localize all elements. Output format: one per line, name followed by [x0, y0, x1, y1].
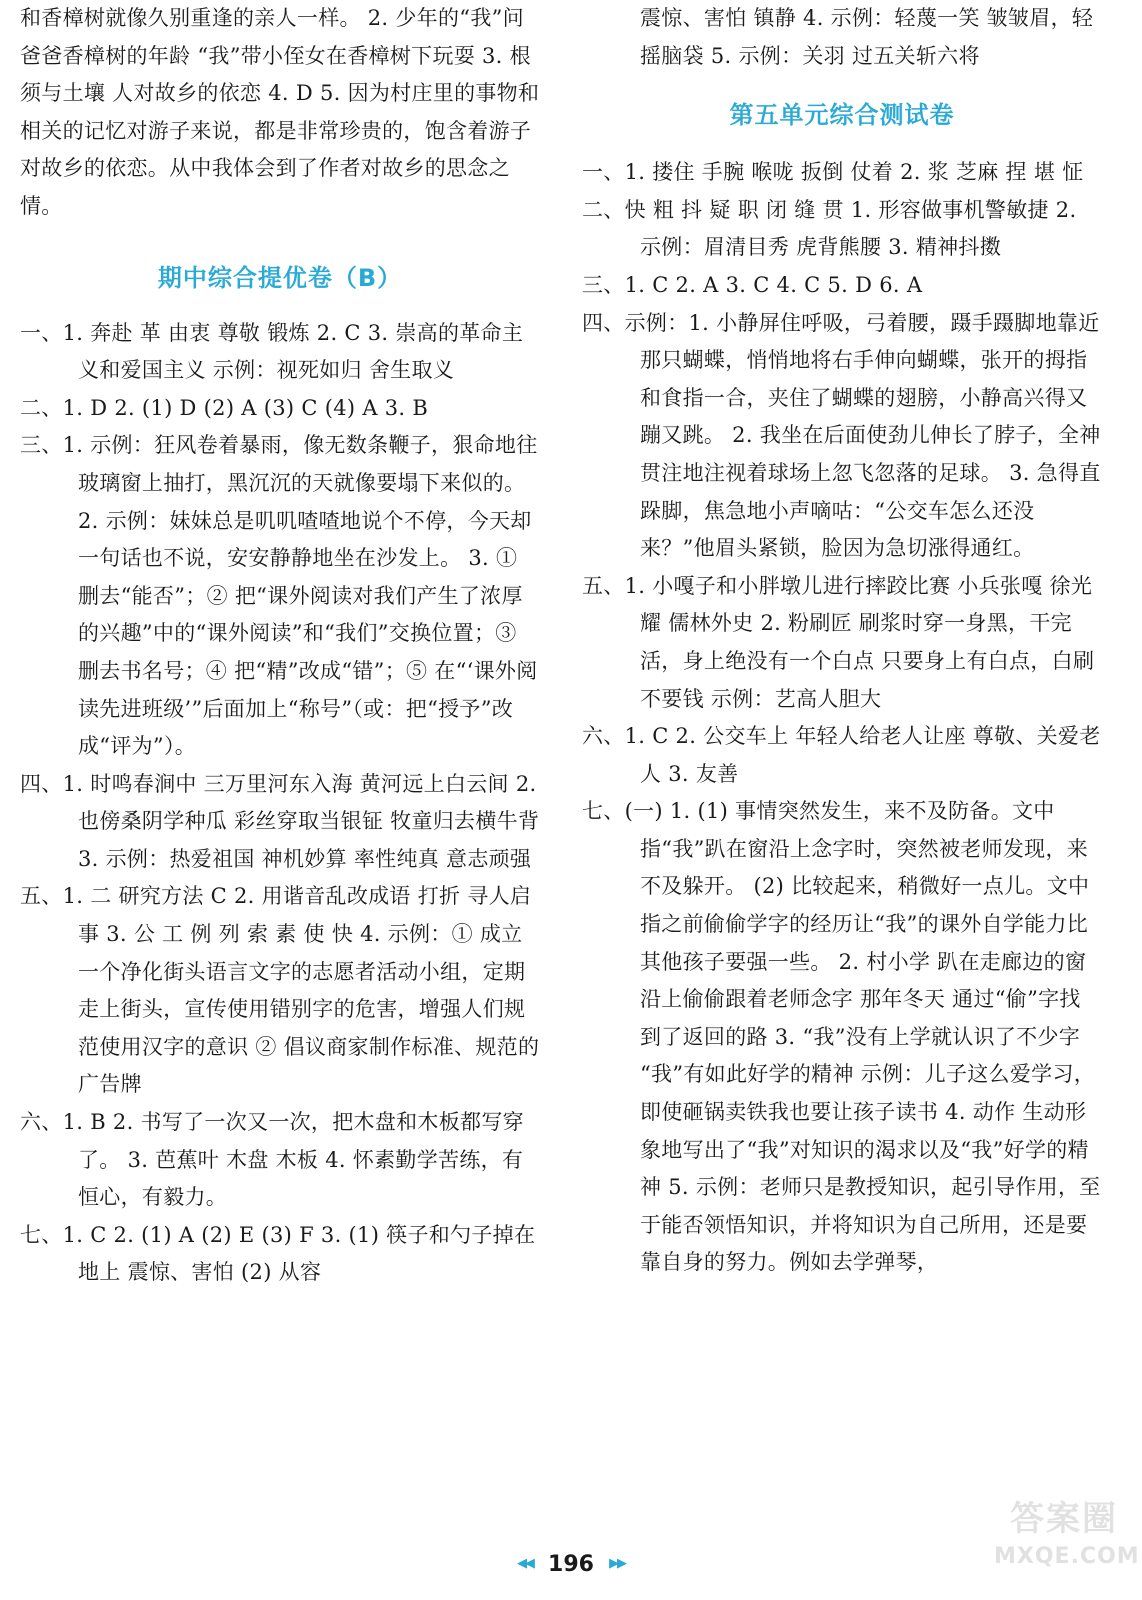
watermark-logo-text: 答案圈 — [1010, 1499, 1118, 1539]
left-section-5: 五、1. 二 研究方法 C 2. 用谐音乱改成语 打折 寻人启事 3. 公 工 例 列 索 素 使 快 4. 示例：① 成立一个净化街头语言文字的志愿者活动小组，定期走上街头，宣传使用错别字的危害，增强人们规范使用汉字的意识 ② 倡议商家制作标准、规范的广告牌 — [20, 884, 540, 1097]
midterm-exam-heading: 期中综合提优卷（B） — [157, 263, 403, 292]
page-footer — [0, 1552, 1142, 1577]
left-section-6: 六、1. B 2. 书写了一次又一次，把木盘和木板都写穿了。 3. 芭蕉叶 木盘 木板 4. 怀素勤学苦练，有恒心，有毅力。 — [20, 1110, 524, 1210]
left-section-7: 七、1. C 2. (1) A (2) E (3) F 3. (1) 筷子和勺子掉在地上 震惊、害怕 (2) 从容 — [20, 1222, 536, 1285]
left-intro-paragraph: 和香樟树就像久别重逢的亲人一样。 2. 少年的“我”问爸爸香樟树的年龄 “我”带小侄女在香樟树下玩耍 3. 根须与土壤 人对故乡的依恋 4. D 5. 因为村庄里的事物和相关的记忆对游子来说，都是非常珍贵的，饱含着游子对故乡的依恋。从中我体会到了作者对故乡的思念之情。 — [20, 6, 540, 218]
right-section-3: 三、1. C 2. A 3. C 4. C 5. D 6. A — [582, 272, 923, 297]
page-number: 196 — [548, 1552, 594, 1577]
next-page-arrows-icon: ▶▶ — [609, 1556, 626, 1571]
right-section-6: 六、1. C 2. 公交车上 年轻人给老人让座 尊敬、关爱老人 3. 友善 — [582, 724, 1101, 786]
right-column — [582, 0, 1102, 1282]
right-intro-paragraph: 震惊、害怕 镇静 4. 示例：轻蔑一笑 皱皱眉，轻摇脑袋 5. 示例：关羽 过五关斩六将 — [640, 6, 1094, 68]
site-watermark — [994, 1494, 1140, 1594]
right-section-2: 二、快 粗 抖 疑 职 闭 缝 贯 1. 形容做事机警敏捷 2. 示例：眉清目秀 虎背熊腰 3. 精神抖擞 — [582, 197, 1077, 260]
left-section-1: 一、1. 奔赴 革 由衷 尊敬 锻炼 2. C 3. 崇高的革命主义和爱国主义 示例：视死如归 舍生取义 — [20, 320, 524, 383]
previous-page-arrows-icon: ◀◀ — [516, 1556, 533, 1571]
right-section-7: 七、(一) 1. (1) 事情突然发生，来不及防备。文中指“我”趴在窗沿上念字时，突然被老师发现，来不及躲开。 (2) 比较起来，稍微好一点儿。文中指之前偷偷学字的经历让“我”的课外自学能力比其他孩子要强一些。 2. 村小学 趴在走廊边的窗沿上偷偷跟着老师念字 那年冬天 通过“偷”字找到了返回的路 3. “我”没有上学就认识了不少字 “我”有如此好学的精神 示例：儿子这么爱学习，即使砸锅卖铁我也要让孩子读书 4. 动作 生动形象地写出了“我”对知识的渴求以及“我”好学的精神 5. 示例：老师只是教授知识，起引导作用，至于能否领悟知识，并将知识为自己所用，还是要靠自身的努力。例如去学弹琴， — [582, 799, 1101, 1275]
right-section-5: 五、1. 小嘎子和小胖墩儿进行摔跤比赛 小兵张嘎 徐光耀 儒林外史 2. 粉刷匠 刷浆时穿一身黑，干完活，身上绝没有一个白点 只要身上有白点，白刷不要钱 示例：艺高人胆大 — [582, 573, 1095, 711]
left-column — [20, 0, 540, 1292]
left-section-2: 二、1. D 2. (1) D (2) A (3) C (4) A 3. B — [20, 395, 429, 420]
left-section-4: 四、1. 时鸣春涧中 三万里河东入海 黄河远上白云间 2. 也傍桑阴学种瓜 彩丝穿取当银钲 牧童归去横牛背 3. 示例：热爱祖国 神机妙算 率性纯真 意志顽强 — [20, 771, 540, 871]
unit5-test-heading: 第五单元综合测试卷 — [729, 101, 955, 130]
watermark-url: MXQE.COM — [994, 1544, 1140, 1569]
left-section-3: 三、1. 示例：狂风卷着暴雨，像无数条鞭子，狠命地往玻璃窗上抽打，黑沉沉的天就像要塌下来似的。 2. 示例：妹妹总是叽叽喳喳地说个不停，今天却一句话也不说，安安静静地坐在沙发上。 3. ① 删去“能否”；② 把“课外阅读对我们产生了浓厚的兴趣”中的“课外阅读”和“我们”交换位置；③ 删去书名号；④ 把“精”改成“错”；⑤ 在“‘课外阅读先进班级’”后面加上“称号”（或：把“授予”改成“评为”）。 — [20, 433, 538, 759]
right-section-4: 四、示例：1. 小静屏住呼吸，弓着腰，蹑手蹑脚地靠近那只蝴蝶，悄悄地将右手伸向蝴蝶，张开的拇指和食指一合，夹住了蝴蝶的翅膀，小静高兴得又蹦又跳。 2. 我坐在后面使劲儿伸长了脖子，全神贯注地注视着球场上忽飞忽落的足球。 3. 急得直跺脚，焦急地小声嘀咕：“公交车怎么还没来？”他眉头紧锁，脸因为急切涨得通红。 — [582, 310, 1101, 561]
right-section-1: 一、1. 搂住 手腕 喉咙 扳倒 仗着 2. 浆 芝麻 捏 堪 怔 — [582, 160, 1084, 185]
